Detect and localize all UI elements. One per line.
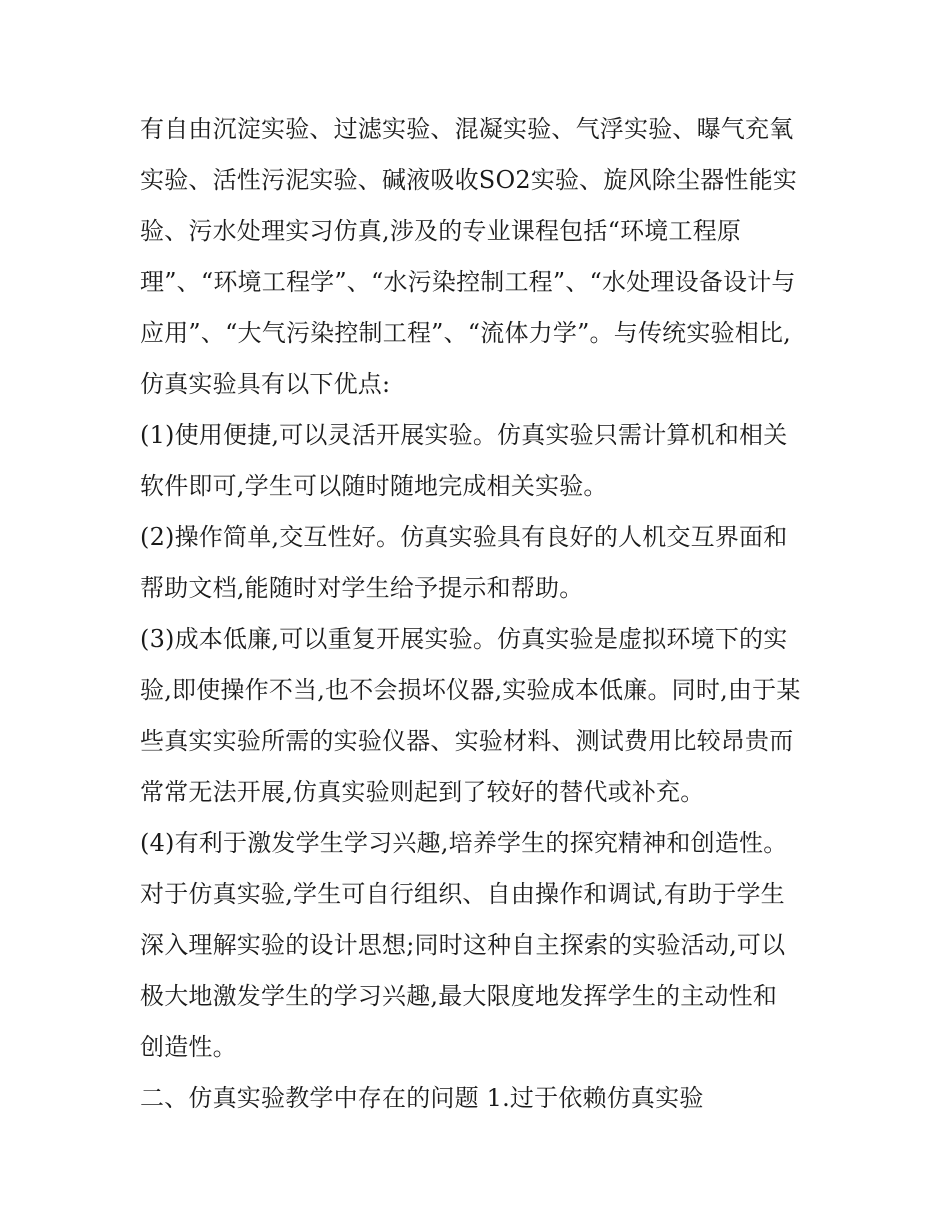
paragraph: [140, 512, 820, 614]
text-line: 应用”、“大气污染控制工程”、“流体力学”。与传统实验相比,: [140, 319, 791, 347]
text-line: 验、污水处理实习仿真,涉及的专业课程包括“环境工程原: [140, 217, 742, 245]
text-line: 理”、“环境工程学”、“水污染控制工程”、“水处理设备设计与: [140, 268, 796, 296]
text-line: 二、仿真实验教学中存在的问题 1.过于依赖仿真实验: [140, 1084, 704, 1112]
text-line: 实验、活性污泥实验、碱液吸收SO2实验、旋风除尘器性能实: [140, 166, 797, 194]
text-line: (2)操作简单,交互性好。仿真实验具有良好的人机交互界面和: [140, 523, 788, 551]
text-line: 帮助文档,能随时对学生给予提示和帮助。: [140, 574, 584, 602]
text-line: 软件即可,学生可以随时随地完成相关实验。: [140, 472, 608, 500]
text-line: 对于仿真实验,学生可自行组织、自由操作和调试,有助于学生: [140, 880, 785, 908]
text-line: 深入理解实验的设计思想;同时这种自主探索的实验活动,可以: [140, 931, 786, 959]
paragraph: [140, 818, 820, 1073]
text-line: 有自由沉淀实验、过滤实验、混凝实验、气浮实验、曝气充氧: [140, 115, 794, 143]
paragraph: [140, 614, 820, 818]
text-line: 些真实实验所需的实验仪器、实验材料、测试费用比较昂贵而: [140, 727, 794, 755]
text-line: 极大地激发学生的学习兴趣,最大限度地发挥学生的主动性和: [140, 982, 778, 1010]
text-line: 验,即使操作不当,也不会损坏仪器,实验成本低廉。同时,由于某: [140, 676, 801, 704]
paragraph: [140, 410, 820, 512]
text-line: (3)成本低廉,可以重复开展实验。仿真实验是虚拟环境下的实: [140, 625, 788, 653]
text-line: 常常无法开展,仿真实验则起到了较好的替代或补充。: [140, 778, 705, 806]
paragraph: [140, 104, 820, 410]
paragraph: [140, 1073, 820, 1124]
text-line: 仿真实验具有以下优点:: [140, 370, 391, 398]
body-text: [140, 104, 820, 1124]
text-line: (4)有利于激发学生学习兴趣,培养学生的探究精神和创造性。: [140, 829, 788, 857]
text-line: 创造性。: [140, 1033, 237, 1061]
text-line: (1)使用便捷,可以灵活开展实验。仿真实验只需计算机和相关: [140, 421, 788, 449]
